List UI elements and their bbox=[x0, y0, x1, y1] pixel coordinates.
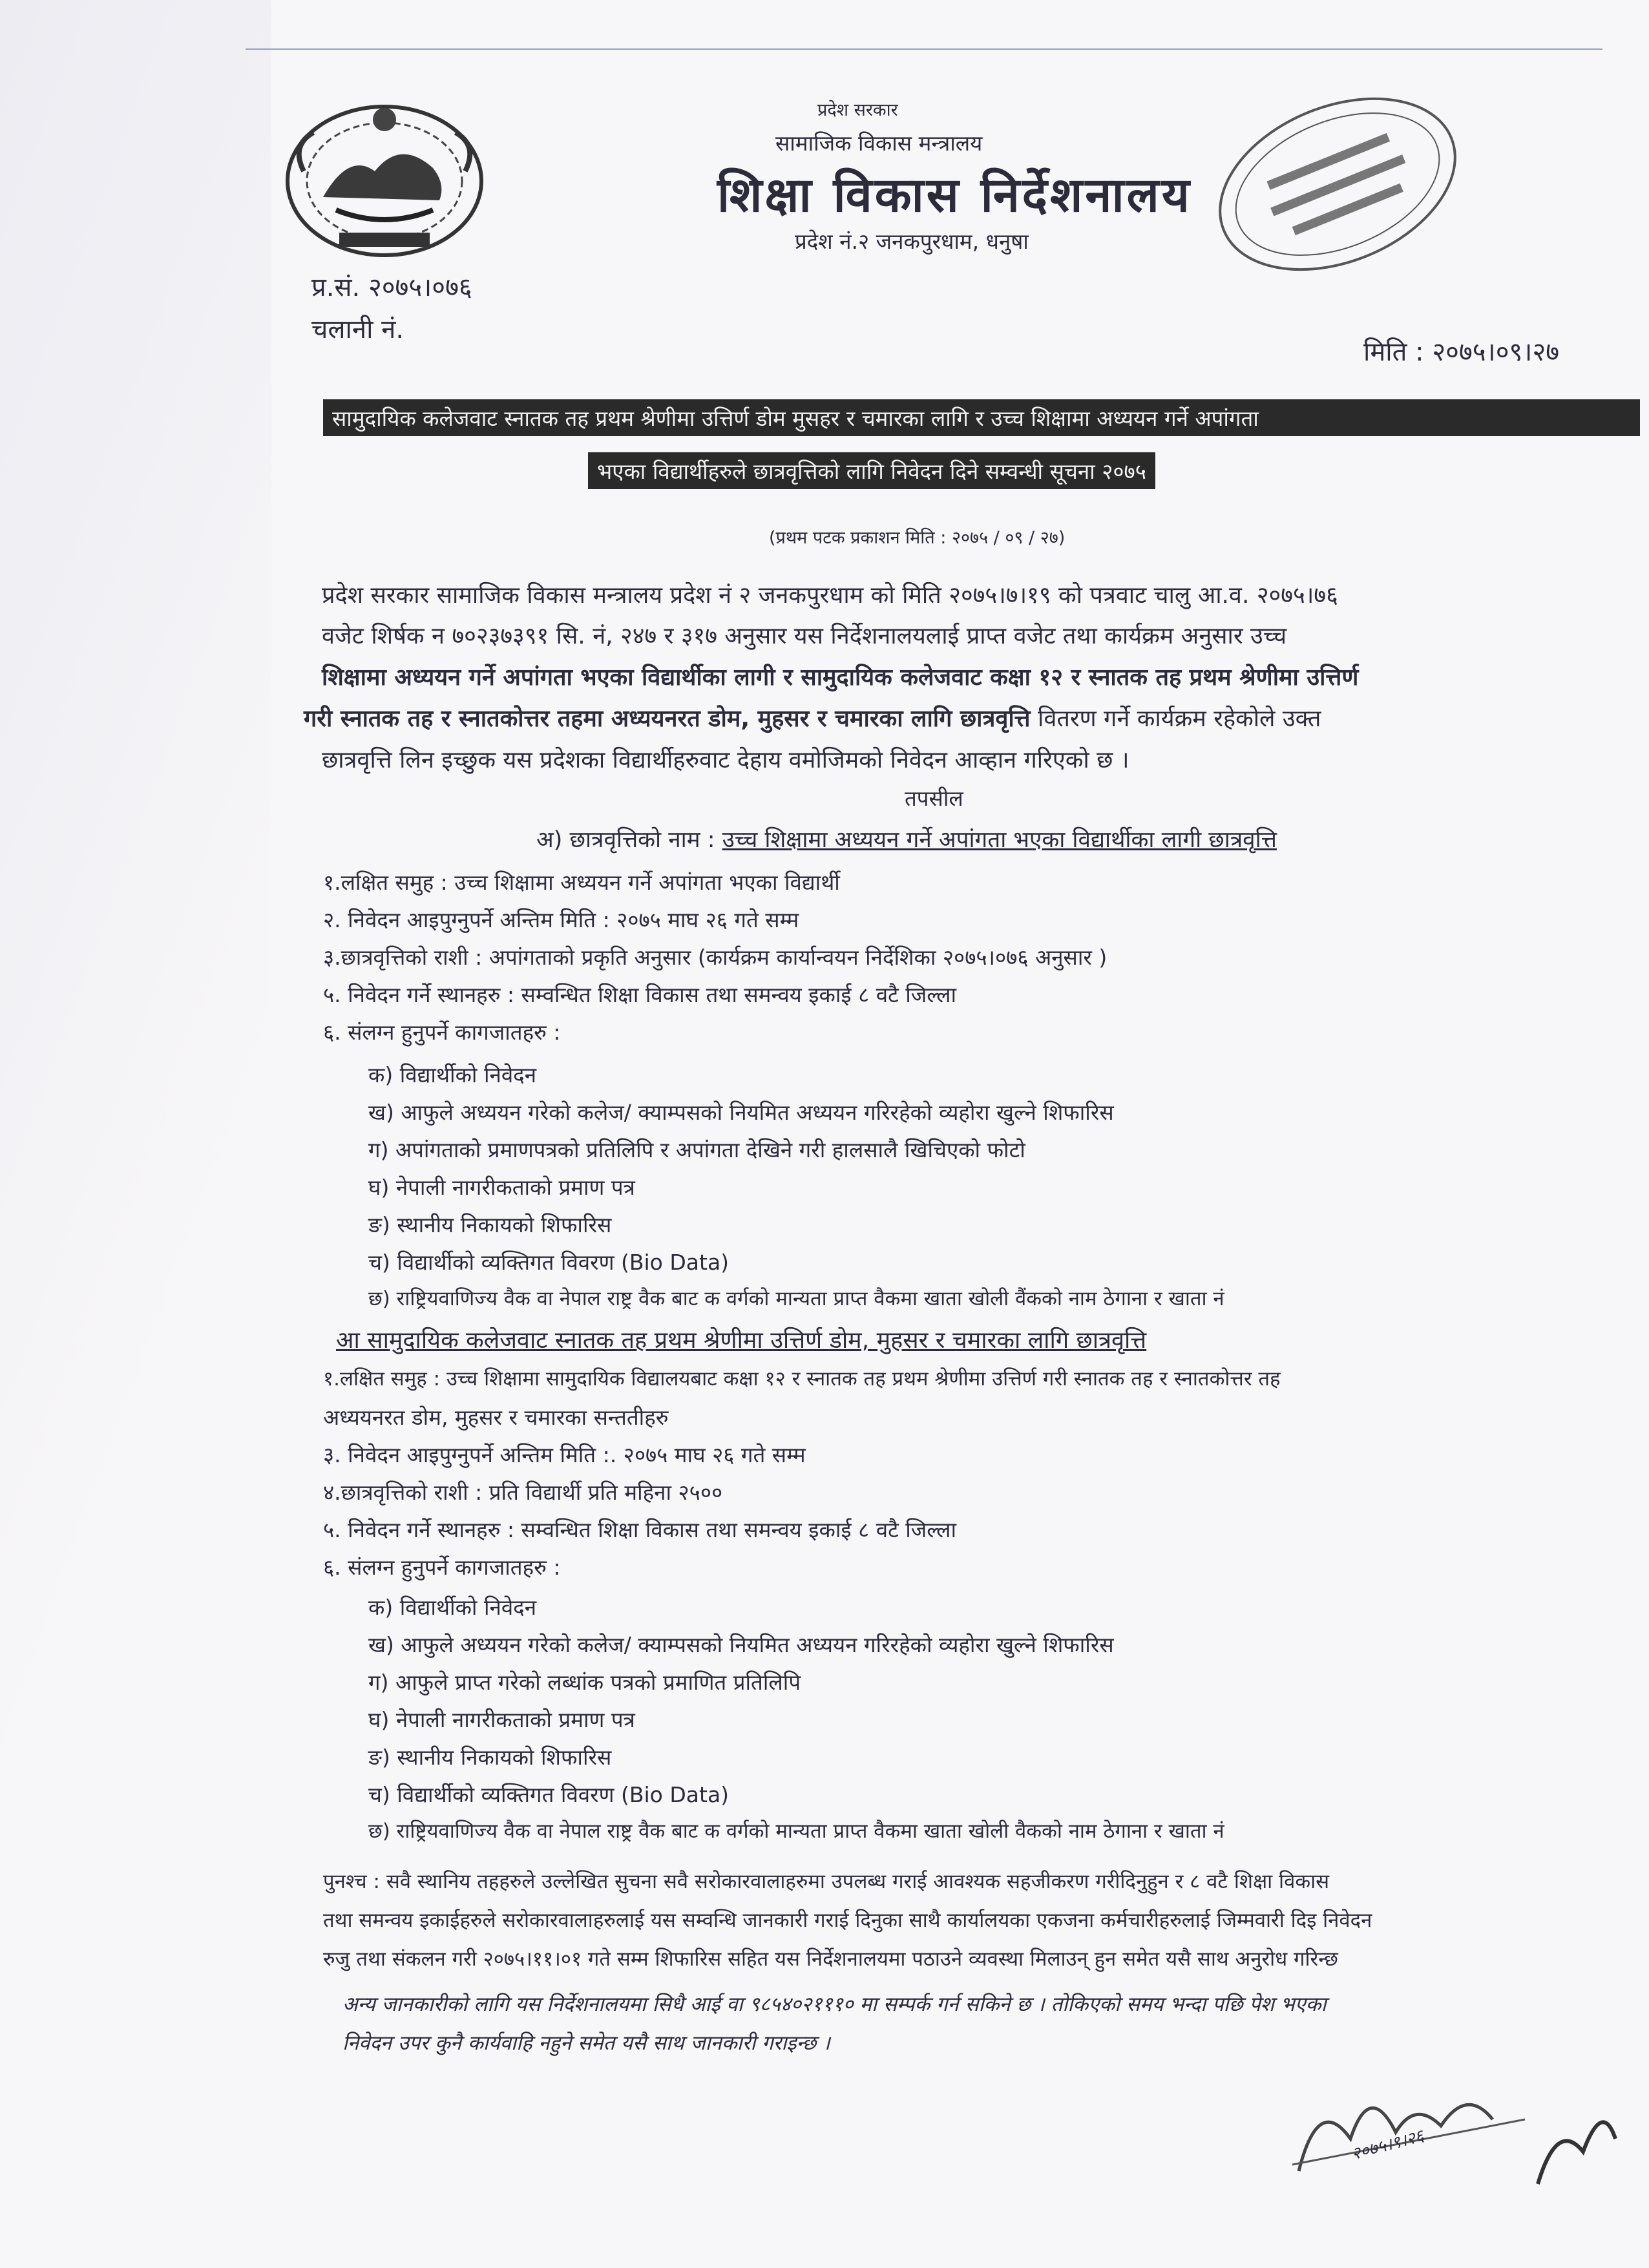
contact-note-line-1: अन्य जानकारीको लागि यस निर्देशनालयमा सिधै आई वा ९८५४०२१११० मा सम्पर्क गर्न सकिने छ । तोकिएको समय भन्दा पछि पेश भएका bbox=[342, 1993, 1327, 2016]
section-a-item: १.लक्षित समुह : उच्च शिक्षामा अध्ययन गर्ने अपांगता भएका विद्यार्थी bbox=[323, 870, 840, 895]
postscript-line-3: रुजु तथा संकलन गरी २०७५।११।०१ गते सम्म शिफारिस सहित यस निर्देशनालयमा पठाउने व्यवस्था मिलाउन् हुन समेत यसै साथ अनुरोध गरिन्छ bbox=[323, 1948, 1338, 1971]
header-ministry: सामाजिक विकास मन्त्रालय bbox=[775, 131, 983, 156]
section-a-scholarship-name: उच्च शिक्षामा अध्ययन गर्ने अपांगता भएका विद्यार्थीका लागी छात्रवृत्ति bbox=[722, 827, 1277, 853]
issue-date: मिति : २०७५।०९।२७ bbox=[1363, 337, 1560, 367]
reference-number: प्र.सं. २०७५।०७६ bbox=[311, 273, 472, 302]
section-b-doc: छ) राष्ट्रियवाणिज्य वैक वा नेपाल राष्ट्र वैक बाट क वर्गको मान्यता प्राप्त वैकमा खाता खोली वैकको नाम ठेगाना र खाता नं bbox=[368, 1820, 1224, 1843]
section-a-doc: घ) नेपाली नागरीकताको प्रमाण पत्र bbox=[368, 1175, 635, 1200]
intro-line-4 bbox=[304, 702, 1321, 733]
section-a-doc: क) विद्यार्थीको निवेदन bbox=[368, 1062, 537, 1087]
nepal-emblem-logo bbox=[278, 94, 491, 262]
section-a-prefix: अ) छात्रवृत्तिको नाम : bbox=[536, 827, 722, 853]
section-a-doc: ग) अपांगताको प्रमाणपत्रको प्रतिलिपि र अपांगता देखिने गरी हालसालै खिचिएको फोटो bbox=[368, 1137, 1025, 1162]
section-b-doc: ग) आफुले प्राप्त गरेको लब्धांक पत्रको प्रमाणित प्रतिलिपि bbox=[368, 1670, 801, 1695]
section-b-doc: घ) नेपाली नागरीकताको प्रमाण पत्र bbox=[368, 1707, 635, 1732]
section-b-doc: ङ) स्थानीय निकायको शिफारिस bbox=[368, 1745, 612, 1770]
section-a-item: २. निवेदन आइपुग्नुपर्ने अन्तिम मिति : २०७५ माघ २६ गते सम्म bbox=[323, 907, 799, 932]
intro-line-2: वजेट शिर्षक न ७०२३७३९१ सि. नं, २४७ र ३१७ अनुसार यस निर्देशनालयलाई प्राप्त वजेट तथा कार्यक्रम अनुसार उच्च bbox=[322, 623, 1287, 649]
dispatch-number: चलानी नं. bbox=[311, 315, 404, 344]
section-b-item: ३. निवेदन आइपुग्नुपर्ने अन्तिम मिति :. २०७५ माघ २६ गते सम्म bbox=[323, 1442, 806, 1467]
notice-banner-line-1: सामुदायिक कलेजवाट स्नातक तह प्रथम श्रेणीमा उत्तिर्ण डोम मुसहर र चमारका लागि र उच्च शिक्षामा अध्ययन गर्ने अपांगता bbox=[323, 399, 1640, 436]
intro-line-4-bold: गरी स्नातक तह र स्नातकोत्तर तहमा अध्ययनरत डोम, मुहसर र चमारका लागि छात्रवृत्ति bbox=[304, 706, 1031, 732]
signature-date: २०७५।९।२६ bbox=[1349, 2126, 1426, 2165]
header-address: प्रदेश नं.२ जनकपुरधाम, धनुषा bbox=[795, 229, 1029, 254]
section-a-doc: ङ) स्थानीय निकायको शिफारिस bbox=[368, 1212, 612, 1237]
header-province-government: प्रदेश सरकार bbox=[817, 100, 898, 120]
section-b-item: ४.छात्रवृत्तिको राशी : प्रति विद्यार्थी प्रति महिना २५०० bbox=[323, 1480, 723, 1505]
postscript-line-1: पुनश्च : सवै स्थानिय तहहरुले उल्लेखित सुचना सवै सरोकारवालाहरुमा उपलब्ध गराई आवश्यक सहजीकरण गरीदिनुहुन र ८ वटै शिक्षा विकास bbox=[323, 1870, 1330, 1893]
section-b-item: अध्ययनरत डोम, मुहसर र चमारका सन्ततीहरु bbox=[323, 1405, 669, 1430]
section-b-item: ६. संलग्न हुनुपर्ने कागजातहरु : bbox=[323, 1555, 561, 1580]
section-b-item: १.लक्षित समुह : उच्च शिक्षामा सामुदायिक विद्यालयबाट कक्षा १२ र स्नातक तह प्रथम श्रेणीमा उत्तिर्ण गरी स्नातक तह र स्नातकोत्तर तह bbox=[323, 1367, 1281, 1391]
handwritten-signature bbox=[1279, 2042, 1628, 2203]
intro-line-3: शिक्षामा अध्ययन गर्ने अपांगता भएका विद्यार्थीका लागी र सामुदायिक कलेजवाट कक्षा १२ र स्नातक तह प्रथम श्रेणीमा उत्तिर्ण bbox=[322, 664, 1359, 691]
page-top-edge bbox=[246, 48, 1602, 50]
header-title: शिक्षा विकास निर्देशनालय bbox=[717, 167, 1192, 223]
section-a-item: ३.छात्रवृत्तिको राशी : अपांगताको प्रकृति अनुसार (कार्यक्रम कार्यान्वयन निर्देशिका २०७५।०७६ अनुसार ) bbox=[323, 945, 1108, 970]
intro-line-5: छात्रवृत्ति लिन इच्छुक यस प्रदेशका विद्यार्थीहरुवाट देहाय वमोजिमको निवेदन आव्हान गरिएको छ । bbox=[322, 747, 1129, 773]
page-shadow bbox=[0, 0, 271, 2268]
intro-line-4-rest: वितरण गर्ने कार्यक्रम रहेकोले उक्त bbox=[1030, 706, 1321, 732]
publication-date-note: (प्रथम पटक प्रकाशन मिति : २०७५ / ०९ / २७) bbox=[769, 528, 1066, 548]
section-b-doc: क) विद्यार्थीको निवेदन bbox=[368, 1595, 537, 1620]
notice-banner-line-2: भएका विद्यार्थीहरुले छात्रवृत्तिको लागि निवेदन दिने सम्वन्धी सूचना २०७५ bbox=[588, 452, 1155, 489]
section-a-doc: ख) आफुले अध्ययन गरेको कलेज/ क्याम्पसको नियमित अध्ययन गरिरहेको व्यहोरा खुल्ने शिफारिस bbox=[368, 1100, 1114, 1125]
contact-note-line-2: निवेदन उपर कुनै कार्यवाहि नहुने समेत यसै साथ जानकारी गराइन्छ । bbox=[342, 2032, 830, 2055]
intro-line-1: प्रदेश सरकार सामाजिक विकास मन्त्रालय प्रदेश नं २ जनकपुरधाम को मिति २०७५।७।१९ को पत्रवाट चालु आ.व. २०७५।७६ bbox=[322, 582, 1338, 609]
section-b-doc: ख) आफुले अध्ययन गरेको कलेज/ क्याम्पसको नियमित अध्ययन गरिरहेको व्यहोरा खुल्ने शिफारिस bbox=[368, 1632, 1114, 1657]
section-a-heading bbox=[536, 824, 1277, 854]
section-b-heading: आ सामुदायिक कलेजवाट स्नातक तह प्रथम श्रेणीमा उत्तिर्ण डोम, मुहसर र चमारका लागि छात्रवृत्ति bbox=[336, 1327, 1147, 1354]
section-a-item: ५. निवेदन गर्ने स्थानहरु : सम्वन्धित शिक्षा विकास तथा समन्वय इकाई ८ वटै जिल्ला bbox=[323, 982, 957, 1007]
section-b-item: ५. निवेदन गर्ने स्थानहरु : सम्वन्धित शिक्षा विकास तथा समन्वय इकाई ८ वटै जिल्ला bbox=[323, 1517, 957, 1542]
tapasil-heading: तपसील bbox=[905, 786, 963, 811]
section-a-doc: च) विद्यार्थीको व्यक्तिगत विवरण (Bio Data) bbox=[368, 1250, 730, 1275]
section-a-item: ६. संलग्न हुनुपर्ने कागजातहरु : bbox=[323, 1020, 561, 1045]
postscript-line-2: तथा समन्वय इकाईहरुले सरोकारवालाहरुलाई यस सम्वन्धि जानकारी गराई दिनुका साथै कार्यालयका एकजना कर्मचारीहरुलाई जिम्मवारी दिइ निवेदन bbox=[323, 1909, 1372, 1932]
section-b-doc: च) विद्यार्थीको व्यक्तिगत विवरण (Bio Data) bbox=[368, 1782, 730, 1807]
section-a-doc: छ) राष्ट्रियवाणिज्य वैक वा नेपाल राष्ट्र वैक बाट क वर्गको मान्यता प्राप्त वैकमा खाता खोली वैंकको नाम ठेगाना र खाता नं bbox=[368, 1287, 1224, 1310]
office-stamp bbox=[1195, 78, 1480, 291]
